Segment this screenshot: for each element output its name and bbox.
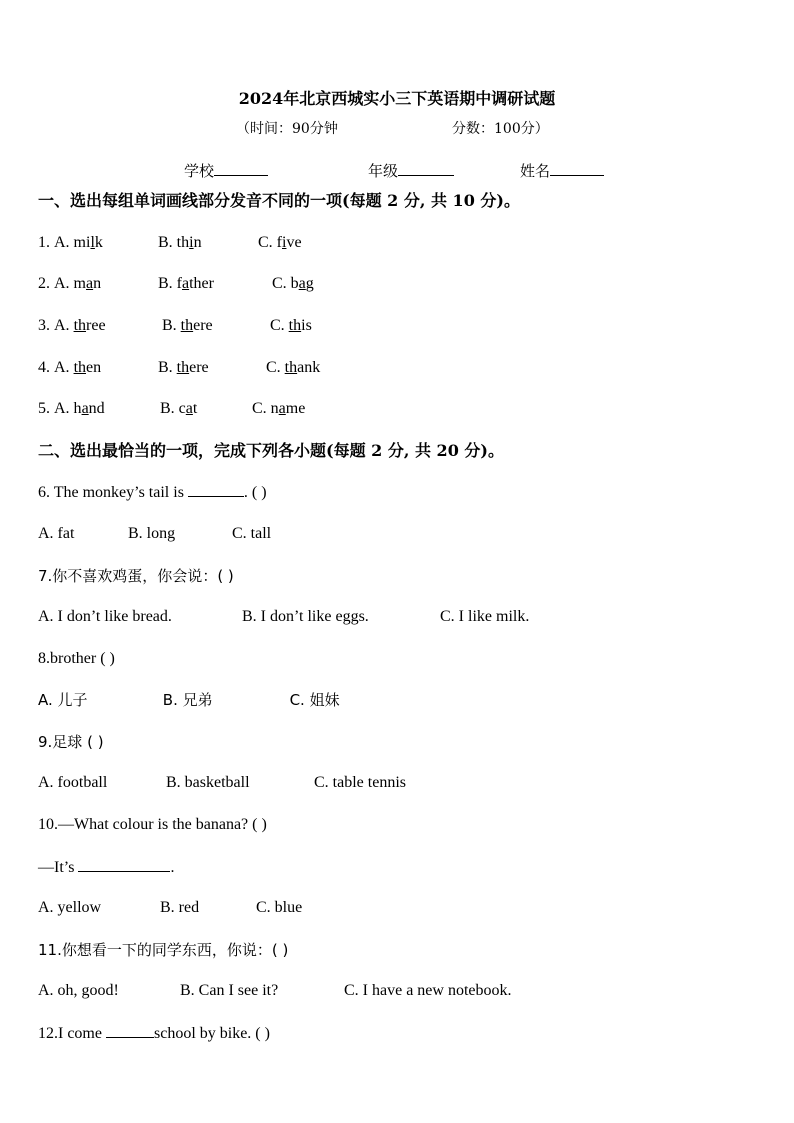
question-3 [38,316,312,336]
name-label: 姓名 [520,162,551,180]
q10-blank[interactable] [78,857,170,872]
q5-option-a[interactable]: A. hand [54,400,105,417]
q9-option-c[interactable]: C. table tennis [314,774,406,791]
q1-option-b[interactable]: B. thin [158,234,202,251]
q9-options [38,773,406,793]
q4-option-a[interactable]: A. then [54,359,102,376]
q9-option-a[interactable]: A. football [38,774,108,791]
exam-score: 分数：100分） [452,121,549,137]
q8-option-c[interactable]: C. 姐妹 [289,691,340,709]
q7-options [38,607,529,627]
q3-option-c[interactable]: C. this [270,317,312,334]
question-12: 12.I come school by bike. ( ) [38,1025,270,1042]
q6-options [38,524,271,544]
question-1 [38,233,302,253]
school-blank[interactable] [214,161,268,176]
section2-heading: 二、选出最恰当的一项，完成下列各小题(每题 2 分, 共 20 分)。 [38,441,504,460]
question-5 [38,399,305,419]
q10-option-b[interactable]: B. red [160,899,200,916]
q10-reply: —It’s . [38,859,175,876]
q4-option-c[interactable]: C. thank [266,359,321,376]
q2-option-b[interactable]: B. father [158,275,214,292]
q6-option-b[interactable]: B. long [128,525,176,542]
q5-option-c[interactable]: C. name [252,400,306,417]
q1-number: 1. [38,234,54,251]
q3-option-b[interactable]: B. there [162,317,213,334]
q12-blank[interactable] [106,1023,154,1038]
section1-heading: 一、选出每组单词画线部分发音不同的一项(每题 2 分, 共 10 分)。 [38,191,520,210]
exam-time: （时间：90分钟 [236,121,338,137]
school-label: 学校 [184,162,215,180]
q11-option-c[interactable]: C. I have a new notebook. [344,982,512,999]
q6-option-c[interactable]: C. tall [232,525,272,542]
q2-number: 2. [38,275,50,292]
page-title: 2024年北京西城实小三下英语期中调研试题 [238,89,556,108]
q2-option-a[interactable]: A. man [54,275,102,292]
q1-option-c[interactable]: C. five [258,234,302,251]
q3-number: 3. [38,317,50,334]
q10-option-a[interactable]: A. yellow [38,899,102,916]
name-field [520,160,604,181]
q9-option-b[interactable]: B. basketball [166,774,250,791]
q4-number: 4. [38,359,50,376]
question-2 [38,274,314,294]
q11-option-a[interactable]: A. oh, good! [38,982,119,999]
q6-blank[interactable] [188,482,244,497]
name-blank[interactable] [550,161,604,176]
q10-options [38,898,302,918]
question-6: 6. The monkey’s tail is . ( ) [38,484,267,501]
question-10: 10.—What colour is the banana? ( ) [38,816,267,833]
school-field [184,160,268,181]
q6-option-a[interactable]: A. fat [38,525,75,542]
q8-options [38,690,340,710]
q7-option-b[interactable]: B. I don’t like eggs. [242,608,369,625]
q5-number: 5. [38,400,50,417]
q11-option-b[interactable]: B. Can I see it? [180,982,279,999]
q7-option-a[interactable]: A. I don’t like bread. [38,608,172,625]
q7-option-c[interactable]: C. I like milk. [440,608,530,625]
grade-field [368,160,454,181]
question-7: 7.你不喜欢鸡蛋，你会说：( ) [38,567,234,585]
question-11: 11.你想看一下的同学东西，你说：( ) [38,941,289,959]
q11-options [38,981,512,1001]
grade-label: 年级 [368,162,399,180]
q4-option-b[interactable]: B. there [158,359,209,376]
q3-option-a[interactable]: A. three [54,317,106,334]
question-4 [38,358,320,378]
q2-option-c[interactable]: C. bag [272,275,314,292]
q10-option-c[interactable]: C. blue [256,899,303,916]
q8-option-a[interactable]: A. 儿子 [38,691,88,709]
grade-blank[interactable] [398,161,454,176]
q8-option-b[interactable]: B. 兄弟 [162,691,213,709]
q5-option-b[interactable]: B. cat [160,400,198,417]
q1-option-a[interactable]: A. milk [54,234,103,251]
question-9: 9.足球 ( ) [38,733,104,751]
question-8: 8.brother ( ) [38,650,115,667]
